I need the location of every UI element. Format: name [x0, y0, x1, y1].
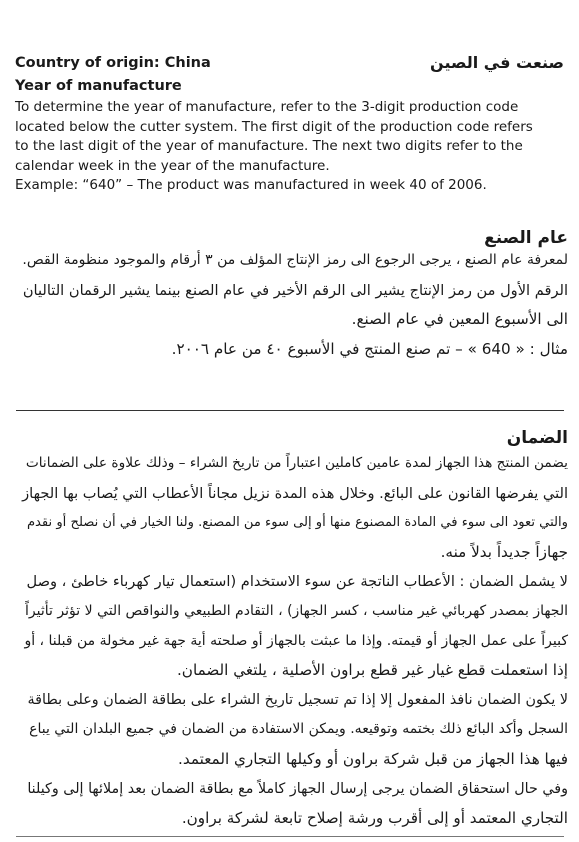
year-of-manufacture-heading: Year of manufacture	[15, 78, 182, 94]
guarantee-ar-line: التي يفرضها القانون على البائع. وخلال هذه المدة نزيل مجاناً الأعطاب التي يُصاب بها الجهاز	[22, 484, 568, 502]
guarantee-ar-line: إذا استعملت قطع غيار غير قطع براون الأصلية ، يلتغي الضمان.	[176, 661, 568, 680]
year-en-line: to the last digit of the year of manufacture. The next two digits refer to the	[15, 138, 523, 155]
year-ar-line: الرقم الأول من رمز الإنتاج يشير الى الرقم الأخير في عام الصنع بينما يشير الرقمان التاليان	[22, 281, 568, 299]
year-ar-line: لمعرفة عام الصنع ، يرجى الرجوع الى رمز الإنتاج المؤلف من ٣ أرقام والموجود منظومة القص.	[22, 252, 568, 268]
guarantee-ar-line: جهازاً جديداً بدلاً منه.	[440, 542, 568, 561]
guarantee-ar-line: والتي تعود الى سوء في المادة المصنوع منها أو إلى سوء من المصنع. ولنا الخيار في أن نصلح أو نقدم	[26, 515, 568, 531]
year-en-line: located below the cutter system. The first digit of the production code refers	[15, 118, 533, 135]
origin-row	[15, 53, 564, 75]
origin-english: Country of origin: China	[15, 55, 211, 71]
year-en-line: calendar week in the year of the manufacture.	[15, 157, 330, 174]
year-ar-line: مثال : « 640 » – تم صنع المنتج في الأسبوع ٤٠ من عام ٢٠٠٦.	[171, 339, 568, 358]
guarantee-ar-line: كبيراً على عمل الجهاز أو قيمته. وإذا ما عبثت بالجهاز أو صلحته أية جهة غير مخولة من قبلنا ، أو	[24, 632, 568, 649]
bottom-rule	[16, 836, 564, 837]
guarantee-ar-line: السجل وأكد البائع ذلك بختمه وتوقيعه. ويمكن الاستفادة من الضمان في جميع البلدان التي يباع	[29, 721, 568, 738]
guarantee-ar-line: فيها هذا الجهاز من قبل شركة براون أو وكيلها التجاري المعتمد.	[178, 749, 568, 768]
guarantee-ar-line: الجهاز بمصدر كهربائي غير مناسب ، كسر الجهاز) ، التقادم الطبيعي والنواقص التي لا تؤثر تأثيراً	[25, 602, 568, 619]
section-divider	[16, 410, 564, 411]
guarantee-ar-line: وفي حال استحقاق الضمان يرجى إرسال الجهاز كاملاً مع بطاقة الضمان بعد إملائها إلى وكيلنا	[27, 780, 568, 797]
year-en-line: Example: “640” – The product was manufactured in week 40 of 2006.	[15, 177, 487, 194]
guarantee-ar-line: يضمن المنتج هذا الجهاز لمدة عامين كاملين اعتباراً من تاريخ الشراء – وذلك علاوة على الضمانات	[25, 455, 568, 471]
guarantee-arabic-heading: الضمان	[506, 428, 568, 448]
guarantee-ar-line: لا يكون الضمان نافذ المفعول إلا إذا تم تسجيل تاريخ الشراء على بطاقة الضمان وعلى بطاقة	[27, 691, 568, 708]
guarantee-arabic-text	[20, 449, 568, 834]
guarantee-ar-line: لا يشمل الضمان : الأعطاب الناتجة عن سوء الاستخدام (استعمال تيار كهرباء خاطئ ، وصل	[26, 573, 568, 591]
year-arabic-text	[20, 246, 568, 364]
year-ar-line: الى الأسبوع المعين في عام الصنع.	[351, 310, 568, 329]
origin-arabic: صنعت في الصين	[430, 53, 564, 72]
year-of-manufacture-text	[15, 98, 570, 196]
year-arabic-heading: عام الصنع	[484, 228, 568, 248]
year-en-line: To determine the year of manufacture, refer to the 3-digit production code	[15, 99, 519, 115]
guarantee-ar-line: التجاري المعتمد أو إلى أقرب ورشة إصلاح تابعة لشركة براون.	[181, 809, 568, 828]
